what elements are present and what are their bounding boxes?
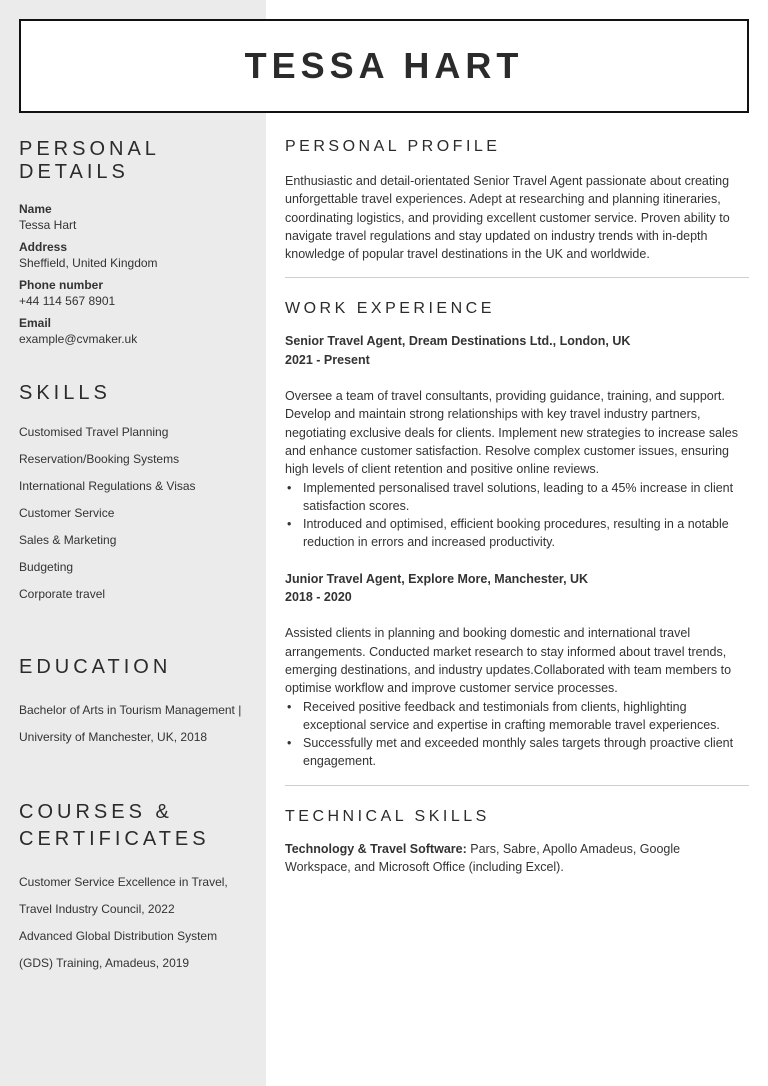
job-bullet: • Received positive feedback and testimonials from clients, highlighting exceptional service and expertise in crafting memorable travel experiences. xyxy=(285,698,749,735)
skill-item: Sales & Marketing xyxy=(19,533,117,547)
candidate-name: TESSA HART xyxy=(244,45,524,86)
detail-value: +44 114 567 8901 xyxy=(19,294,116,308)
detail-value: example@cvmaker.uk xyxy=(19,332,138,346)
course-item: Advanced Global Distribution System (GDS) Training, Amadeus, 2019 xyxy=(19,929,218,970)
courses-heading: COURSES & CERTIFICATES xyxy=(19,801,210,850)
skill-item: Customer Service xyxy=(19,506,115,520)
technical-skills-heading: TECHNICAL SKILLS xyxy=(285,807,490,825)
detail-label: Email xyxy=(19,316,52,330)
detail-value: Tessa Hart xyxy=(19,218,77,232)
skills-heading: SKILLS xyxy=(19,382,111,404)
skill-item: Customised Travel Planning xyxy=(19,425,169,439)
sidebar-content xyxy=(19,138,249,977)
skill-item: Budgeting xyxy=(19,560,74,574)
job-description: Oversee a team of travel consultants, providing guidance, training, and support. Develop and maintain strong relationships with key travel industry partners, negotiating exclusive deals for clients. Implement new strategies to increase sales and enhance customer satisfaction. Resolve complex customer issues, ensuring high levels of client retention and positive online reviews. xyxy=(285,389,739,477)
personal-details-heading: PERSONAL DETAILS xyxy=(19,138,160,183)
name-header xyxy=(19,19,749,113)
job-title: Senior Travel Agent, Dream Destinations Ltd., London, UK xyxy=(285,334,631,349)
skill-item: Reservation/Booking Systems xyxy=(19,452,180,466)
job-title: Junior Travel Agent, Explore More, Manchester, UK xyxy=(285,571,589,586)
technical-skills-label: Technology & Travel Software: xyxy=(285,841,467,856)
education-heading: EDUCATION xyxy=(19,656,172,678)
skill-item: International Regulations & Visas xyxy=(19,479,196,493)
detail-value: Sheffield, United Kingdom xyxy=(19,256,158,270)
work-experience-heading: WORK EXPERIENCE xyxy=(285,300,495,318)
detail-label: Phone number xyxy=(19,278,104,292)
technical-skills-text xyxy=(285,840,749,877)
education-entry: Bachelor of Arts in Tourism Management | University of Manchester, UK, 2018 xyxy=(19,703,242,744)
course-item: Customer Service Excellence in Travel, Travel Industry Council, 2022 xyxy=(19,875,228,916)
job-entry xyxy=(285,332,749,551)
section-divider xyxy=(285,785,749,786)
skills-list xyxy=(19,419,249,608)
job-bullet: • Successfully met and exceeded monthly sales targets through proactive client engagement. xyxy=(285,734,749,771)
profile-heading: PERSONAL PROFILE xyxy=(285,138,501,155)
job-bullet: • Implemented personalised travel solutions, leading to a 45% increase in client satisfaction scores. xyxy=(285,479,749,516)
job-bullets xyxy=(285,479,749,552)
job-description: Assisted clients in planning and booking domestic and international travel arrangements. Conducted market research to stay informed about travel trends, emerging destinations, and industry updates.Collaborated with team members to optimise workflow and improve customer service processes. xyxy=(285,626,732,696)
skill-item: Corporate travel xyxy=(19,587,106,601)
job-bullet: • Introduced and optimised, efficient booking procedures, resulting in a notable reduction in errors and increased productivity. xyxy=(285,515,749,552)
detail-label: Address xyxy=(19,240,68,254)
job-dates: 2021 - Present xyxy=(285,352,370,367)
job-dates: 2018 - 2020 xyxy=(285,590,352,605)
main-content xyxy=(285,138,749,876)
job-entry xyxy=(285,570,749,771)
section-divider xyxy=(285,277,749,278)
detail-label: Name xyxy=(19,202,52,216)
profile-text: Enthusiastic and detail-orientated Senior Travel Agent passionate about creating unforgettable travel experiences. Adept at researching and planning itineraries, coordinating logistics, and providing excellent customer service. Proven ability to navigate travel regulations and stay updated on industry trends with in-depth knowledge of popular travel destinations in the UK and worldwide. xyxy=(285,174,730,262)
personal-details-list xyxy=(19,202,249,348)
job-bullets xyxy=(285,698,749,771)
courses-list xyxy=(19,869,249,977)
technical-skills-list: Pars, Sabre, Apollo Amadeus, Google Workspace, and Microsoft Office (including Excel). xyxy=(285,841,681,875)
